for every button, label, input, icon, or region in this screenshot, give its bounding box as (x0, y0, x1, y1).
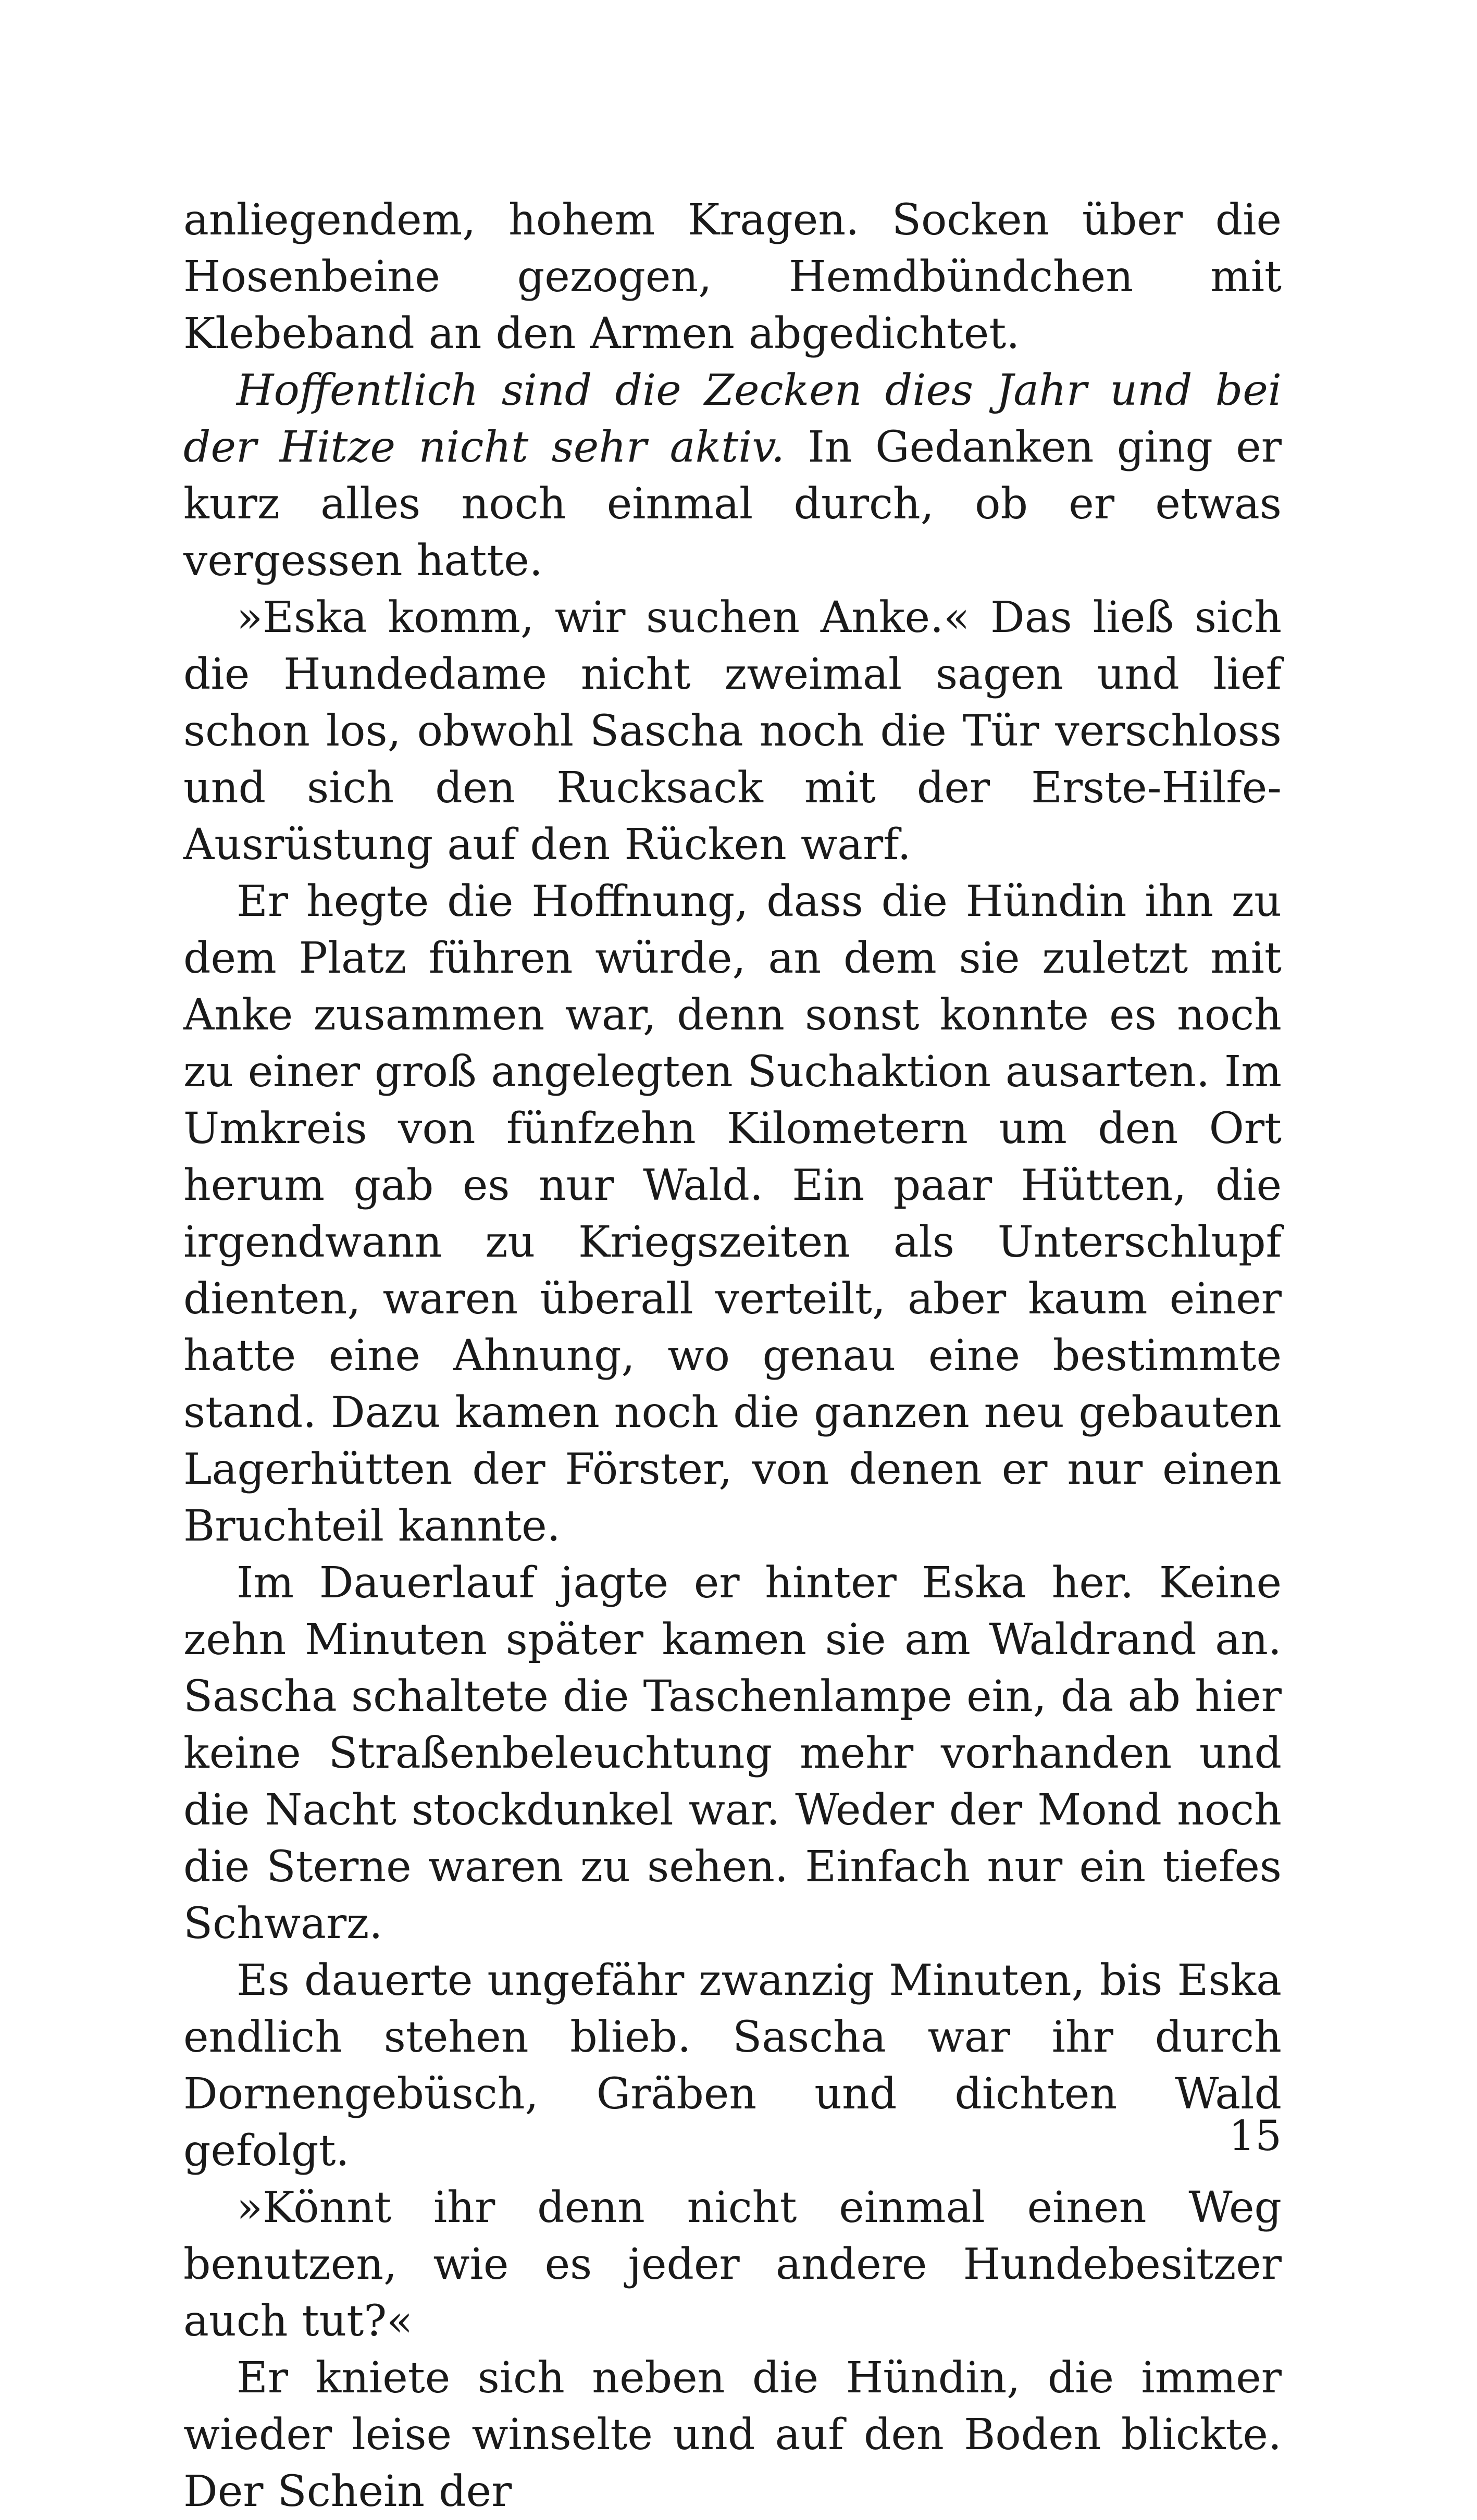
paragraph-4-text: Er hegte die Hoffnung, dass die Hündin ihn zu dem Platz führen würde, an dem sie zuletzt mit Anke zusammen war, denn sonst konnte es noch zu einer groß angelegten Suchaktion ausarten. Im Umkreis von fünfzehn Kilometern um den Ort herum gab es nur Wald. Ein paar Hütten, die irgendwann zu Kriegszeiten als Unterschlupf dienten, waren überall verteilt, aber kaum einer hatte eine Ahnung, wo genau eine bestimmte stand. Dazu kamen noch die ganzen neu gebauten Lagerhütten der Förster, von denen er nur einen Bruchteil kannte. (183, 877, 1282, 1551)
page-number: 15 (1228, 2112, 1282, 2160)
paragraph-5 (183, 1555, 1282, 1952)
paragraph-2 (183, 362, 1282, 589)
paragraph-3 (183, 589, 1282, 873)
book-page (183, 192, 1282, 2520)
paragraph-8-text: Er kniete sich neben die Hündin, die immer wieder leise winselte und auf den Boden blickte. Der Schein der (183, 2353, 1282, 2516)
paragraph-7-text: »Könnt ihr denn nicht einmal einen Weg benutzen, wie es jeder andere Hundebesitzer auch tut?« (183, 2183, 1282, 2346)
paragraph-6 (183, 1952, 1282, 2179)
paragraph-2-italic: Hoffentlich sind die Zecken dies Jahr und bei der Hitze nicht sehr aktiv. (183, 366, 1282, 472)
paragraph-5-text: Im Dauerlauf jagte er hinter Eska her. Keine zehn Minuten später kamen sie am Waldrand an. Sascha schaltete die Taschenlampe ein, da ab hier keine Straßenbeleuchtung mehr vorhanden und die Nacht stockdunkel war. Weder der Mond noch die Sterne waren zu sehen. Einfach nur ein tiefes Schwarz. (183, 1558, 1282, 1948)
paragraph-6-text: Es dauerte ungefähr zwanzig Minuten, bis Eska endlich stehen blieb. Sascha war ihr durch Dornengebüsch, Gräben und dichten Wald gefolgt. (183, 1956, 1282, 2176)
paragraph-1 (183, 192, 1282, 362)
paragraph-7 (183, 2179, 1282, 2350)
paragraph-3-text: »Eska komm, wir suchen Anke.« Das ließ sich die Hundedame nicht zweimal sagen und lief schon los, obwohl Sascha noch die Tür verschloss und sich den Rucksack mit der Erste-Hilfe-Ausrüstung auf den Rücken warf. (183, 593, 1282, 870)
paragraph-8 (183, 2350, 1282, 2520)
paragraph-2-text: In Gedanken ging er kurz alles noch einmal durch, ob er etwas vergessen hatte. (183, 423, 1282, 586)
paragraph-1-text: anliegendem, hohem Kragen. Socken über die Hosenbeine gezogen, Hemdbündchen mit Klebeband an den Armen abgedichtet. (183, 195, 1282, 358)
paragraph-4 (183, 873, 1282, 1555)
